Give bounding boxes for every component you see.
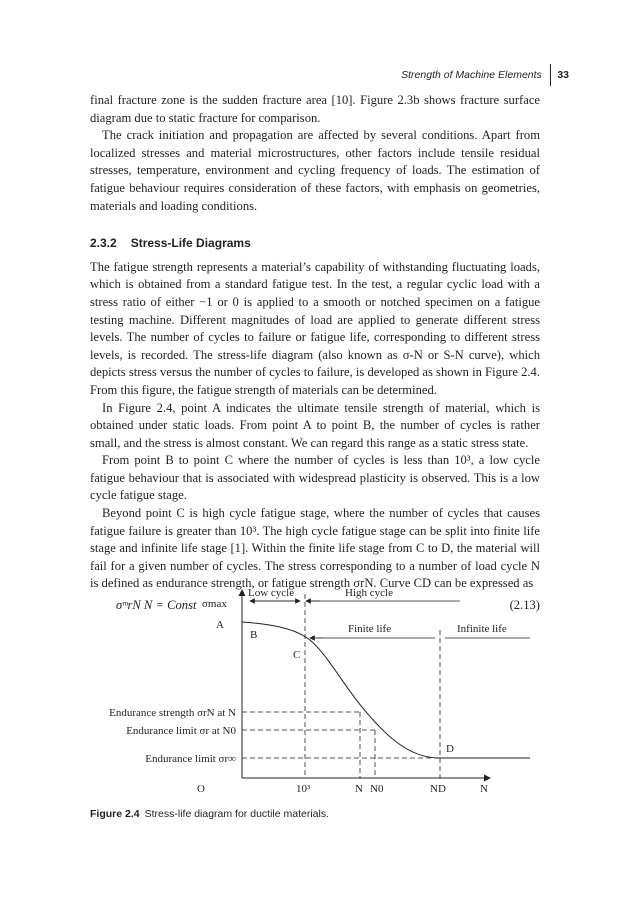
paragraph: In Figure 2.4, point A indicates the ultimate tensile strength of material, which is obtained under static loads. From point A to point B, the number of cycles is rather small, and the stress is almost constant. We can regard this range as a static stress state. (90, 400, 540, 450)
tick-n0: N0 (370, 783, 384, 795)
figure-caption (90, 808, 329, 820)
paragraph: Beyond point C is high cycle fatigue stage, where the number of cycles that causes fatigue failure is greater than 10³. The high cycle fatigue stage can be split into finite life stage and infinite life stage [1]. Within the finite life stage from C to D, the material will fail for a given number of cycles. The stress corresponding to a number of load cycle N is defined as endurance strength, or fatigue strength σrN. Curve CD can be expressed as (90, 506, 540, 591)
label-endurance-limit-n0: Endurance limit σr at N0 (126, 725, 236, 737)
label-sigma-max: σmax (202, 598, 227, 610)
section-number: 2.3.2 (90, 236, 117, 251)
label-infinite-life: Infinite life (457, 623, 507, 635)
running-header (401, 64, 569, 86)
sn-curve (242, 622, 530, 758)
equation-text: σᵐrN N = Const (116, 598, 197, 613)
body-text (90, 92, 540, 615)
label-point-b: B (250, 629, 258, 641)
section-title: Stress-Life Diagrams (130, 236, 251, 251)
page-number: 33 (557, 69, 569, 81)
running-title: Strength of Machine Elements (401, 69, 542, 81)
paragraph: final fracture zone is the sudden fracture area [10]. Figure 2.3b shows fracture surface diagram due to static fracture for comparison. (90, 93, 540, 125)
stress-life-figure (90, 582, 540, 802)
label-finite-life: Finite life (348, 623, 392, 635)
label-endurance-limit-inf: Endurance limit σr∞ (145, 753, 236, 765)
label-endurance-strength: Endurance strength σrN at N (109, 707, 236, 719)
paragraph: The crack initiation and propagation are affected by several conditions. Apart from localized stresses and material microstructures, other factors include tensile residual stresses, temperature, environment and cycling frequency of loads. The estimation of fatigue behaviour requires consideration of these factors, with emphasis on geometries, materials and loading conditions. (90, 128, 540, 213)
caption-label: Figure 2.4 (90, 808, 140, 820)
equation-number: (2.13) (509, 598, 540, 613)
label-high-cycle: High cycle (345, 587, 393, 599)
caption-text: Stress-life diagram for ductile materials. (144, 808, 330, 820)
paragraph: From point B to point C where the number of cycles is less than 10³, a low cycle fatigue behaviour that is associated with widespread plasticity is observed. This is a low cycle fatigue stage. (90, 453, 540, 503)
label-point-c: C (293, 649, 301, 661)
x-axis-label: N (480, 783, 488, 795)
tick-1000: 10³ (296, 783, 311, 795)
label-low-cycle: Low cycle (248, 587, 295, 599)
paragraph: The fatigue strength represents a material’s capability of withstanding fluctuating loads, which is obtained from a standard fatigue test. In the test, a regular cyclic load with a stress ratio of either −1 or 0 is applied to a smooth or notched specimen on a fatigue testing machine. Different magnitudes of load are applied to generate different stress levels. The number of cycles to failure or fatigue life, corresponding to different stress levels, is recorded. The stress-life diagram (also known as σ-N or S-N curve), which depicts stress versus the number of cycles to failure, is developed as shown in Figure 2.4. From this figure, the fatigue strength of materials can be determined. (90, 259, 540, 397)
tick-nd: ND (430, 783, 446, 795)
header-divider (550, 64, 552, 86)
label-point-d: D (446, 743, 454, 755)
label-point-a: A (216, 619, 224, 631)
stress-life-diagram (90, 582, 540, 802)
section-heading (90, 235, 540, 253)
tick-n: N (355, 783, 363, 795)
label-origin: O (197, 783, 205, 795)
